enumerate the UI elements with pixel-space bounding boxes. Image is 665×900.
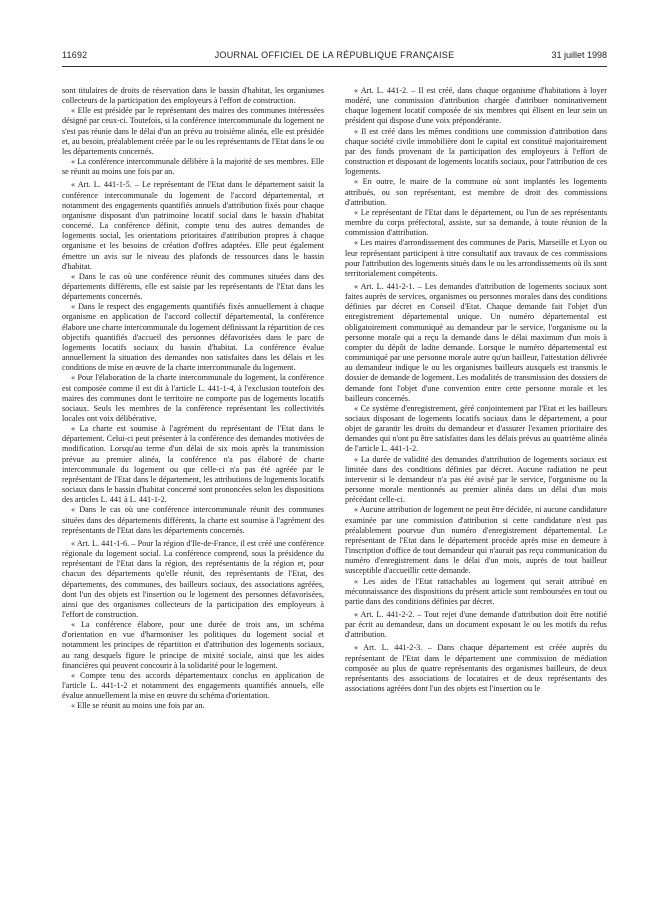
left-column [62,86,324,896]
paragraph: « La conférence intercommunale délibère à la majorité de ses membres. Elle se réunit au moins une fois par an. [62,157,324,177]
paragraph: « Les maires d'arrondissement des communes de Paris, Marseille et Lyon ou leur représentant participent à titre consultatif aux travaux de ces commissions pour l'attribution des logements situés dans le ou les arrondissements où ils sont territorialement compétents. [345,238,607,278]
paragraph: « Les aides de l'Etat rattachables au logement qui serait attribué en méconnaissance des dispositions du présent article sont remboursées en tout ou partie dans des conditions définies par décret. [345,576,607,606]
paragraph: « La durée de validité des demandes d'attribution de logements sociaux est limitée dans des conditions définies par décret. Aucune radiation ne peut intervenir si le demandeur n'a pas été avisé par le service, l'organisme ou la personne morale mentionnés au premier alinéa dans un délai d'un mois précédant celle-ci. [345,454,607,505]
paragraph: « Elle se réunit au moins une fois par an. [71,701,205,711]
paragraph: « Dans le cas où une conférence réunit des communes situées dans des départements différents, elle est saisie par les représentants de l'Etat dans les départements concernés. [62,271,324,302]
paragraph: « Pour l'élaboration de la charte intercommunale du logement, la conférence est composée comme il est dit à l'article L. 441-1-4, à l'exclusion toutefois des maires des communes dont le territoire ne comporte pas de logements locatifs sociaux. Seuls les membres de la conférence représentant les collectivités locales ont voix délibérative. [62,373,324,423]
paragraph: « En outre, le maire de la commune où sont implantés les logements attribués, ou son représentant, est membre de droit des commissions d'attribution. [345,177,607,207]
article-paragraph: « Art. L. 441-2-3. – Dans chaque département est créée auprès du représentant de l'Etat dans le département une commission de médiation composée au plus de quatre représentants des organismes bailleurs, de deux représentants des associations de locataires et de deux représentants des associations agréées dont l'un des objets est l'insertion ou le [345,643,607,694]
paragraph: « La charte est soumise à l'agrément du représentant de l'Etat dans le département. Celui-ci peut présenter à la conférence des demandes motivées de modification. Lorsqu'au terme d'un délai de six mois après la transmission prévue au premier alinéa, la conférence n'a pas élaboré de charte intercommunale du logement ou que celle-ci n'a pas été agréée par le représentant de l'Etat dans le département, les attributions de logements locatifs sociaux dans le bassin d'habitat concerné sont prononcées selon les dispositions des articles L. 441 à L. 441-1-2. [62,424,324,505]
page-header [62,50,607,64]
paragraph: « Elle est présidée par le représentant des maires des communes intéressées désigné par ceux-ci. Toutefois, si la conférence intercommunale du logement ne s'est pas réunie dans le délai d'un an prévu au troisième alinéa, elle est présidée et, au besoin, préalablement créée par le ou les représentants de l'Etat dans le ou les départements concernés. [62,106,324,156]
paragraph: « Il est créé dans les mêmes conditions une commission d'attribution dans chaque société civile immobilière dont le capital est constitué majoritairement par des fonds provenant de la participation des employeurs à l'effort de construction et disposant de logements locatifs sociaux, pour l'attribution de ces logements. [345,126,607,177]
paragraph: « Dans le respect des engagements quantifiés fixés annuellement à chaque organisme en application de l'accord collectif départemental, la conférence élabore une charte intercommunale du logement définissant la répartition de ces objectifs quantifiés d'accueil des personnes défavorisées dans le parc de logements locatifs sociaux du bassin d'habitat. La conférence évalue annuellement la situation des demandes non satisfaites dans les délais et les conditions de mise en œuvre de la charte intercommunale du logement. [62,302,324,373]
header-rule [62,66,607,67]
paragraph: « Ce système d'enregistrement, géré conjointement par l'Etat et les bailleurs sociaux disposant de logements locatifs sociaux dans le département, a pour objet de garantir les droits du demandeur et d'assurer l'examen prioritaire des demandes qui n'ont pu être satisfaites dans les délais prévus au quatrième alinéa de l'article L. 441-1-2. [345,403,607,454]
article-paragraph: « Art. L. 441-2-2. – Tout rejet d'une demande d'attribution doit être notifié par écrit au demandeur, dans un document exposant le ou les motifs du refus d'attribution. [345,609,607,640]
article-paragraph: « Art. L. 441-2-1. – Les demandes d'attribution de logements sociaux sont faites auprès de services, organismes ou personnes morales dans des conditions définies par décret en Conseil d'Etat. Chaque demande fait l'objet d'un enregistrement départemental unique. Un numéro départemental est obligatoirement communiqué au demandeur par le service, l'organisme ou la personne morale qui a reçu la demande dans le délai maximum d'un mois à compter du dépôt de ladite demande. Lorsque le numéro départemental est communiqué par une personne morale autre qu'un bailleur, l'attestation délivrée au demandeur indique le ou les organismes bailleurs auxquels est transmis le dossier de demande de logement. Les modalités de transmission des dossiers de demande font l'objet d'une convention entre cette personne morale et les bailleurs concernés. [345,281,607,403]
publication-date: 31 juillet 1998 [551,50,607,60]
paragraph: « Aucune attribution de logement ne peut être décidée, ni aucune candidature examinée par une commission d'attribution si cette candidature n'est pas préalablement pourvue d'un numéro d'enregistrement départemental. Le représentant de l'Etat dans le département procède après mise en demeure à l'inscription d'office de tout demandeur qui n'aurait pas reçu communication du numéro d'enregistrement dans le délai d'un mois, auprès de tout bailleur susceptible d'accueillir cette demande. [345,505,607,576]
article-paragraph: « Art. L. 441-2. – Il est créé, dans chaque organisme d'habitations à loyer modéré, une commission d'attribution chargée d'attribuer nominativement chaque logement locatif composée de six membres qui élisent en leur sein un président qui dispose d'une voix prépondérante. [345,86,607,126]
right-column [345,86,607,896]
paragraph: « Dans le cas où une conférence intercommunale réunit des communes situées dans des départements différents, la charte est soumise à l'agrément des représentants de l'Etat dans les départements concernés. [62,505,324,535]
paragraph: sont titulaires de droits de réservation dans le bassin d'habitat, les organismes collecteurs de la participation des employeurs à l'effort de construction. [62,86,324,106]
page-number: 11692 [62,50,88,60]
article-paragraph: « Art. L. 441-1-6. – Pour la région d'Ile-de-France, il est créé une conférence régionale du logement social. La conférence comprend, sous la présidence du représentant de l'Etat dans la région, des représentants de la région et, pour chacun des départements qu'elle réunit, des représentants de l'Etat, des départements, des communes, des bailleurs sociaux, des associations agréées, dont l'un des objets est l'insertion ou le logement des personnes défavorisées, ainsi que des organismes collecteurs de la participation des employeurs à l'effort de construction. [62,538,324,619]
paragraph: « Compte tenu des accords départementaux conclus en application de l'article L. 441-1-2 et notamment des engagements quantifiés annuels, elle évalue annuellement la mise en œuvre du schéma d'orientation. [62,670,324,701]
paragraph: « Le représentant de l'Etat dans le département, ou l'un de ses représentants membre du corps préfectoral, assiste, sur sa demande, à toute réunion de la commission d'attribution. [345,207,607,238]
article-paragraph: « Art. L. 441-1-5. – Le représentant de l'Etat dans le département saisit la conférence intercommunale du logement de l'accord départemental, et notamment des engagements quantifiés annuels d'attribution fixés pour chaque organisme disposant d'un patrimoine locatif social dans le bassin d'habitat concerné. La conférence définit, compte tenu des autres demandes de logements social, les orientations prioritaires d'attribution propres à chaque organisme et les besoins de création d'offres adaptées. Elle peut également émettre un avis sur le niveau des plafonds de ressources dans le bassin d'habitat. [62,180,324,271]
journal-title: JOURNAL OFFICIEL DE LA RÉPUBLIQUE FRANÇAISE [214,50,455,60]
paragraph: « La conférence élabore, pour une durée de trois ans, un schéma d'orientation en vue d'harmoniser les politiques du logement social et notamment les principes de répartition et d'attribution des logements sociaux, au rang desquels figure le principe de mixité sociale, ainsi que les aides financières qui peuvent concourir à la solidarité pour le logement. [62,620,324,670]
